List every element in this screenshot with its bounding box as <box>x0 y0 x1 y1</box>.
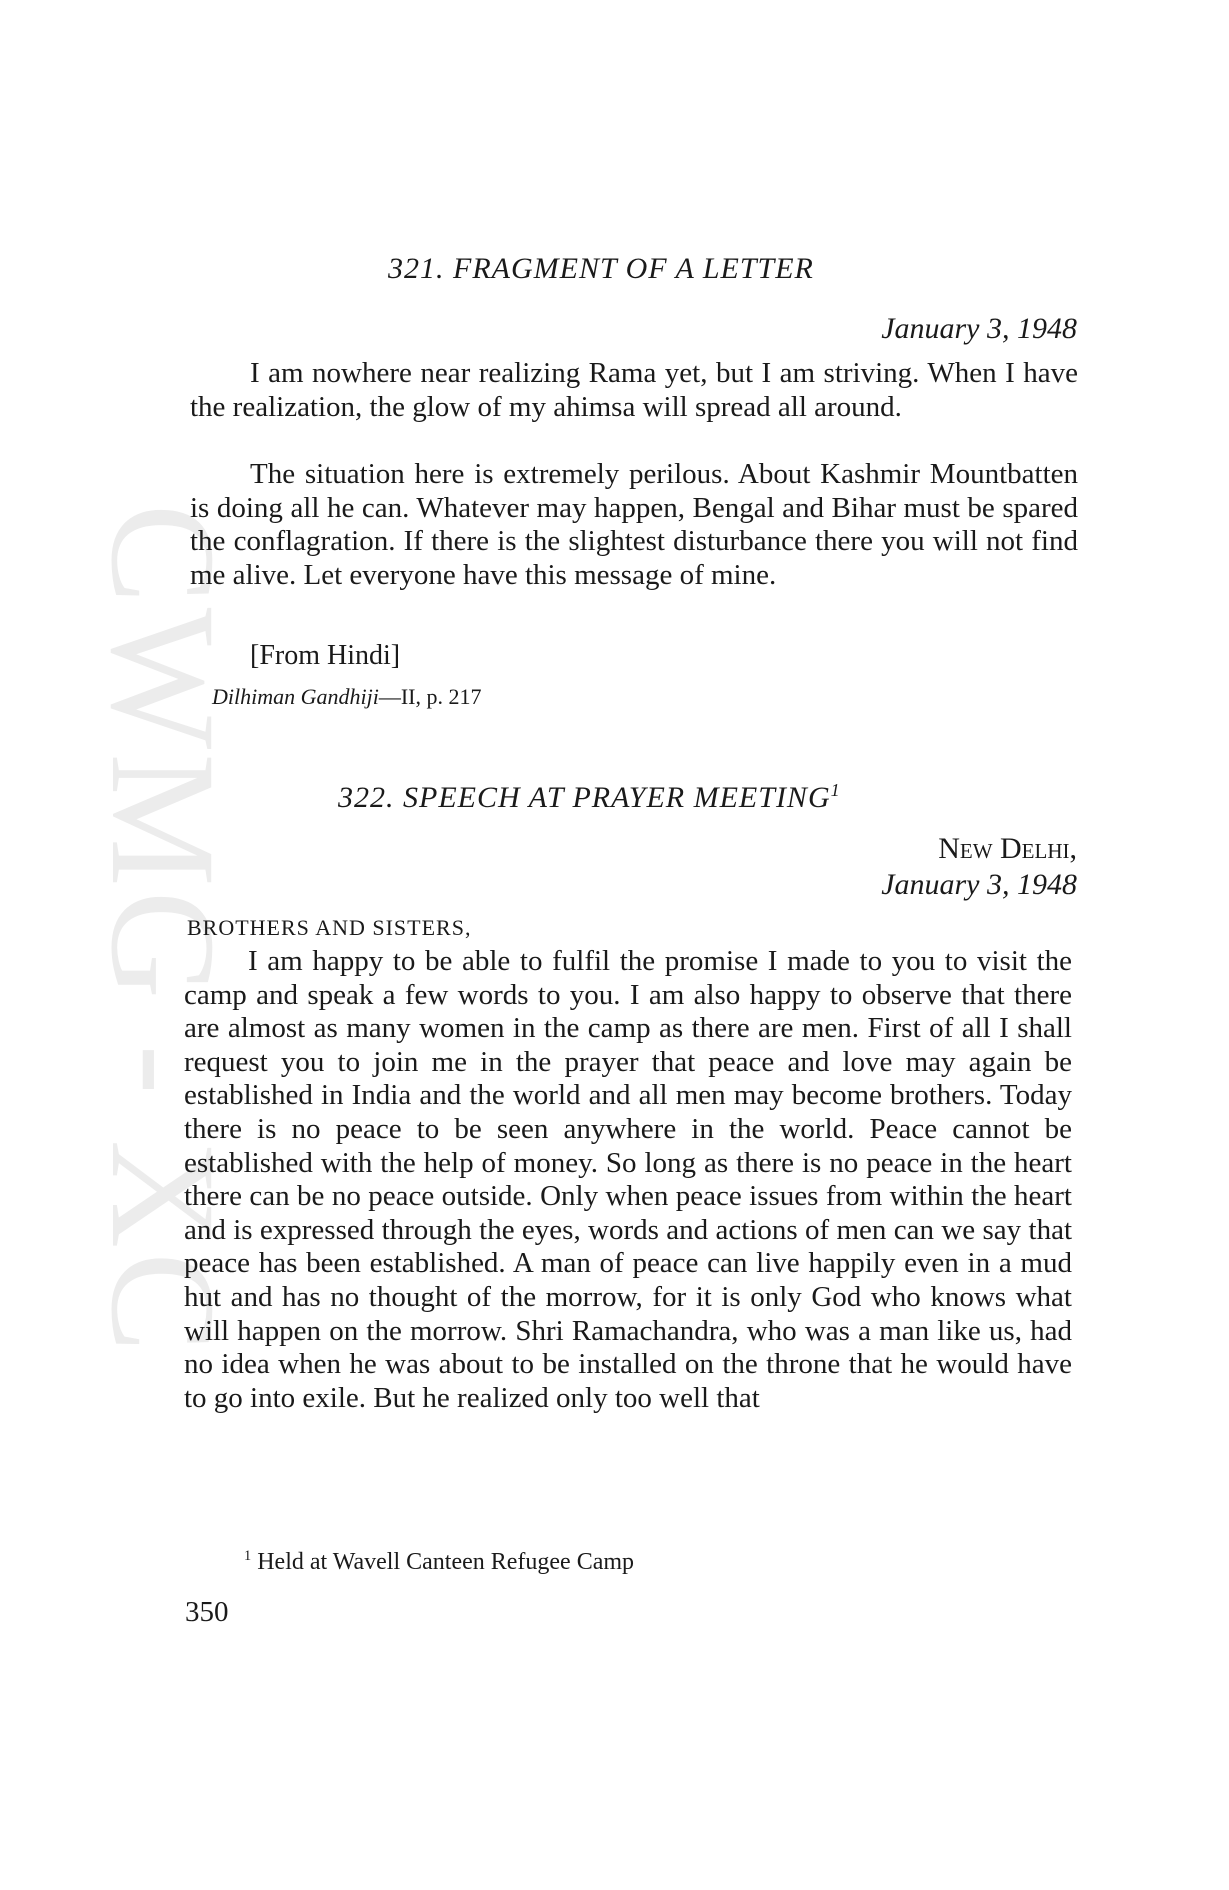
section-322-title <box>338 780 841 815</box>
page-number: 350 <box>185 1596 229 1628</box>
section-321-paragraph-2: The situation here is extremely perilous. About Kashmir Mountbatten is doing all he can. Whatever may happen, Bengal and Bihar must be spared the conflagration. If there is the slightest disturbance there you will not find me alive. Let everyone have this message of mine. <box>190 458 1078 591</box>
watermark-text: CWMG - XC <box>80 503 246 1357</box>
place: New Delhi, <box>938 832 1077 865</box>
footnote <box>244 1548 634 1576</box>
section-322-title-text: 322. SPEECH AT PRAYER MEETING <box>338 781 831 814</box>
footnote-text: Held at Wavell Canteen Refugee Camp <box>257 1549 635 1575</box>
section-321-title: 321. FRAGMENT OF A LETTER <box>388 252 814 285</box>
section-321-paragraph-1: I am nowhere near realizing Rama yet, but I am striving. When I have the realization, the glow of my ahimsa will spread all around. <box>190 357 1078 423</box>
footnote-mark: 1 <box>244 1548 252 1564</box>
citation-title: Dilhiman Gandhiji <box>212 684 379 709</box>
source-note: [From Hindi] <box>250 640 401 671</box>
section-322-date: January 3, 1948 <box>881 868 1077 901</box>
section-321-date: January 3, 1948 <box>881 312 1077 345</box>
citation <box>212 684 482 710</box>
section-322-paragraph: I am happy to be able to fulfil the promise I made to you to visit the camp and speak a few words to you. I am also happy to observe that there are almost as many women in the camp as there are men. First of all I shall request you to join me in the prayer that peace and love may again be established in India and the world and all men may become brothers. Today there is no peace to be seen anywhere in the world. Peace cannot be established with the help of money. So long as there is no peace in the heart there can be no peace outside. Only when peace issues from within the heart and is expressed through the eyes, words and actions of men can we say that peace has been established. A man of peace can live happily even in a mud hut and has no thought of the morrow, for it is only God who knows what will happen on the morrow. Shri Ramachandra, who was a man like us, had no idea when he was about to be installed on the throne that he would have to go into exile. But he realized only too well that <box>184 945 1072 1414</box>
citation-rest: —II, p. 217 <box>378 684 482 709</box>
footnote-reference: 1 <box>830 780 841 800</box>
salutation: BROTHERS AND SISTERS, <box>187 915 472 940</box>
